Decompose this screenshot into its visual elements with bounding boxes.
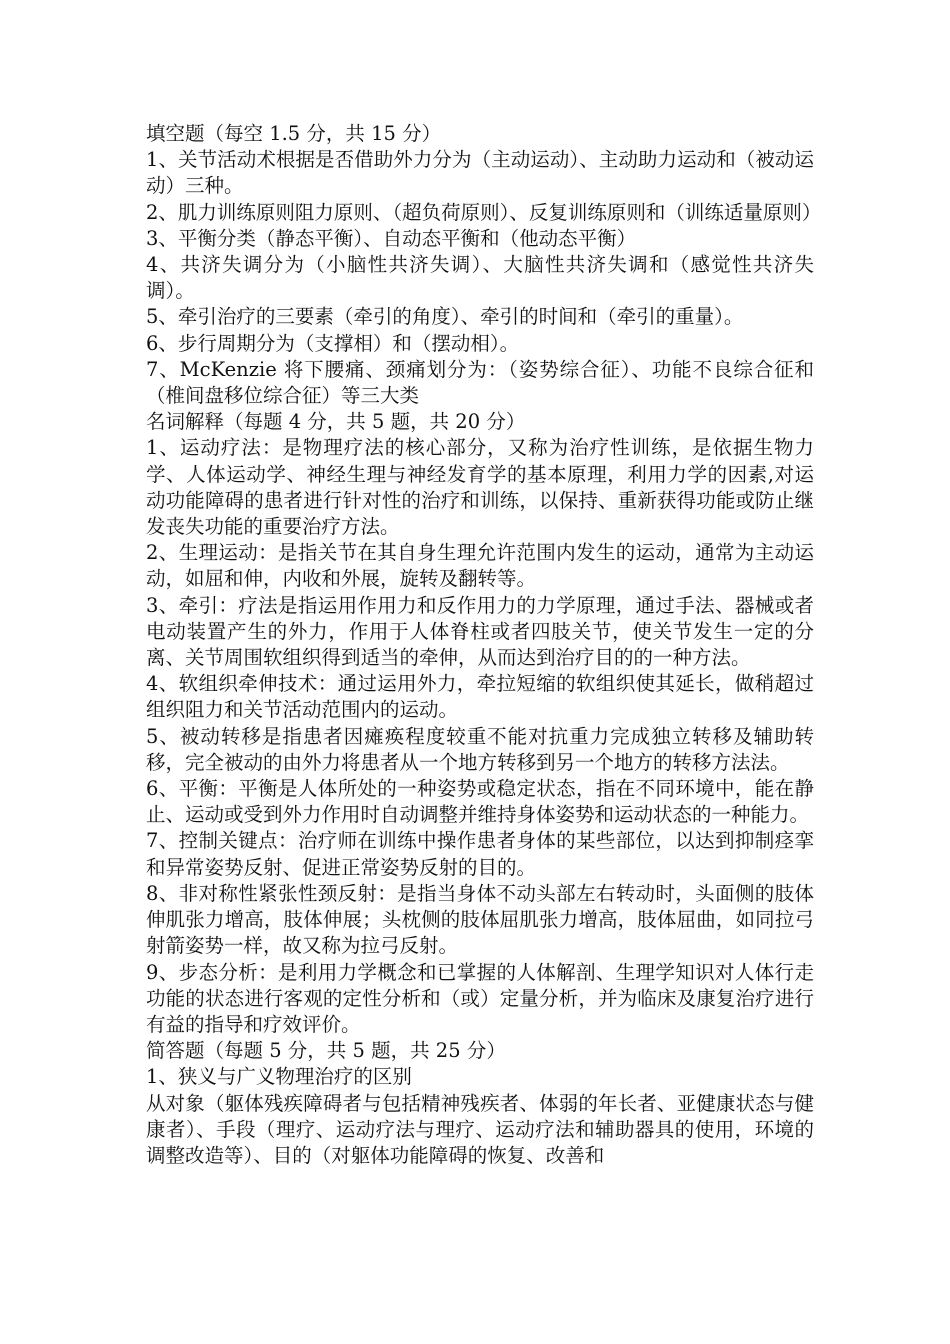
definition-item-1: 1、运动疗法：是物理疗法的核心部分，又称为治疗性训练，是依据生物力学、人体运动学、神经生理与神经发育学的基本原理，利用力学的因素,对运动功能障碍的患者进行针对性的治疗和训练，以保持、重新获得功能或防止继发丧失功能的重要治疗方法。	[146, 436, 814, 539]
fill-in-item-7: 7、McKenzie 将下腰痛、颈痛划分为：（姿势综合征）、功能不良综合征和（椎间盘移位综合征）等三大类	[146, 357, 814, 408]
short-answer-answer-1: 从对象（躯体残疾障碍者与包括精神残疾者、体弱的年长者、亚健康状态与健康者）、手段（理疗、运动疗法与理疗、运动疗法和辅助器具的使用，环境的调整改造等）、目的（对躯体功能障碍的恢复、改善和	[146, 1091, 814, 1167]
document-page	[146, 121, 822, 1169]
fill-in-item-1: 1、关节活动术根据是否借助外力分为（主动运动）、主动助力运动和（被动运动）三种。	[146, 148, 814, 198]
definition-item-2: 2、生理运动：是指关节在其自身生理允许范围内发生的运动，通常为主动运动，如屈和伸，内收和外展，旋转及翻转等。	[146, 541, 814, 591]
definition-item-7: 7、控制关键点：治疗师在训练中操作患者身体的某些部位，以达到抑制痉挛和异常姿势反射、促进正常姿势反射的目的。	[146, 829, 814, 879]
definition-item-4: 4、软组织牵伸技术：通过运用外力，牵拉短缩的软组织使其延长，做稍超过组织阻力和关节活动范围内的运动。	[146, 672, 814, 722]
definition-item-3: 3、牵引：疗法是指运用作用力和反作用力的力学原理，通过手法、器械或者电动装置产生的外力，作用于人体脊柱或者四肢关节，使关节发生一定的分离、关节周围软组织得到适当的牵伸，从而达到治疗目的的一种方法。	[146, 593, 814, 670]
fill-in-item-3: 3、平衡分类（静态平衡）、自动态平衡和（他动态平衡）	[146, 226, 637, 250]
definition-item-8: 8、非对称性紧张性颈反射：是指当身体不动头部左右转动时，头面侧的肢体伸肌张力增高，肢体伸展；头枕侧的肢体屈肌张力增高，肢体屈曲，如同拉弓射箭姿势一样，故又称为拉弓反射。	[146, 881, 814, 958]
definition-item-6: 6、平衡：平衡是人体所处的一种姿势或稳定状态，指在不同环境中，能在静止、运动或受到外力作用时自动调整并维持身体姿势和运动状态的一种能力。	[146, 777, 814, 827]
fill-in-item-2: 2、肌力训练原则阻力原则、（超负荷原则）、反复训练原则和（训练适量原则）	[146, 200, 822, 224]
short-answer-question-1: 1、狭义与广义物理治疗的区别	[146, 1065, 412, 1089]
fill-in-heading: 填空题（每空 1.5 分，共 15 分）	[146, 122, 442, 145]
fill-in-item-5: 5、牵引治疗的三要素（牵引的角度）、牵引的时间和（牵引的重量）。	[146, 305, 744, 329]
fill-in-item-4: 4、共济失调分为（小脑性共济失调）、大脑性共济失调和（感觉性共济失调）。	[146, 253, 814, 303]
definitions-heading: 名词解释（每题 4 分，共 5 题，共 20 分）	[146, 410, 526, 434]
definition-item-9: 9、步态分析：是利用力学概念和已掌握的人体解剖、生理学知识对人体行走功能的状态进行客观的定性分析和（或）定量分析，并为临床及康复治疗进行有益的指导和疗效评价。	[146, 960, 814, 1036]
definition-item-5: 5、被动转移是指患者因瘫痪程度较重不能对抗重力完成独立转移及辅助转移，完全被动的由外力将患者从一个地方转移到另一个地方的转移方法法。	[146, 724, 814, 774]
fill-in-item-6: 6、步行周期分为（支撑相）和（摆动相）。	[146, 331, 520, 355]
short-answer-heading: 简答题（每题 5 分，共 5 题，共 25 分）	[146, 1039, 506, 1063]
